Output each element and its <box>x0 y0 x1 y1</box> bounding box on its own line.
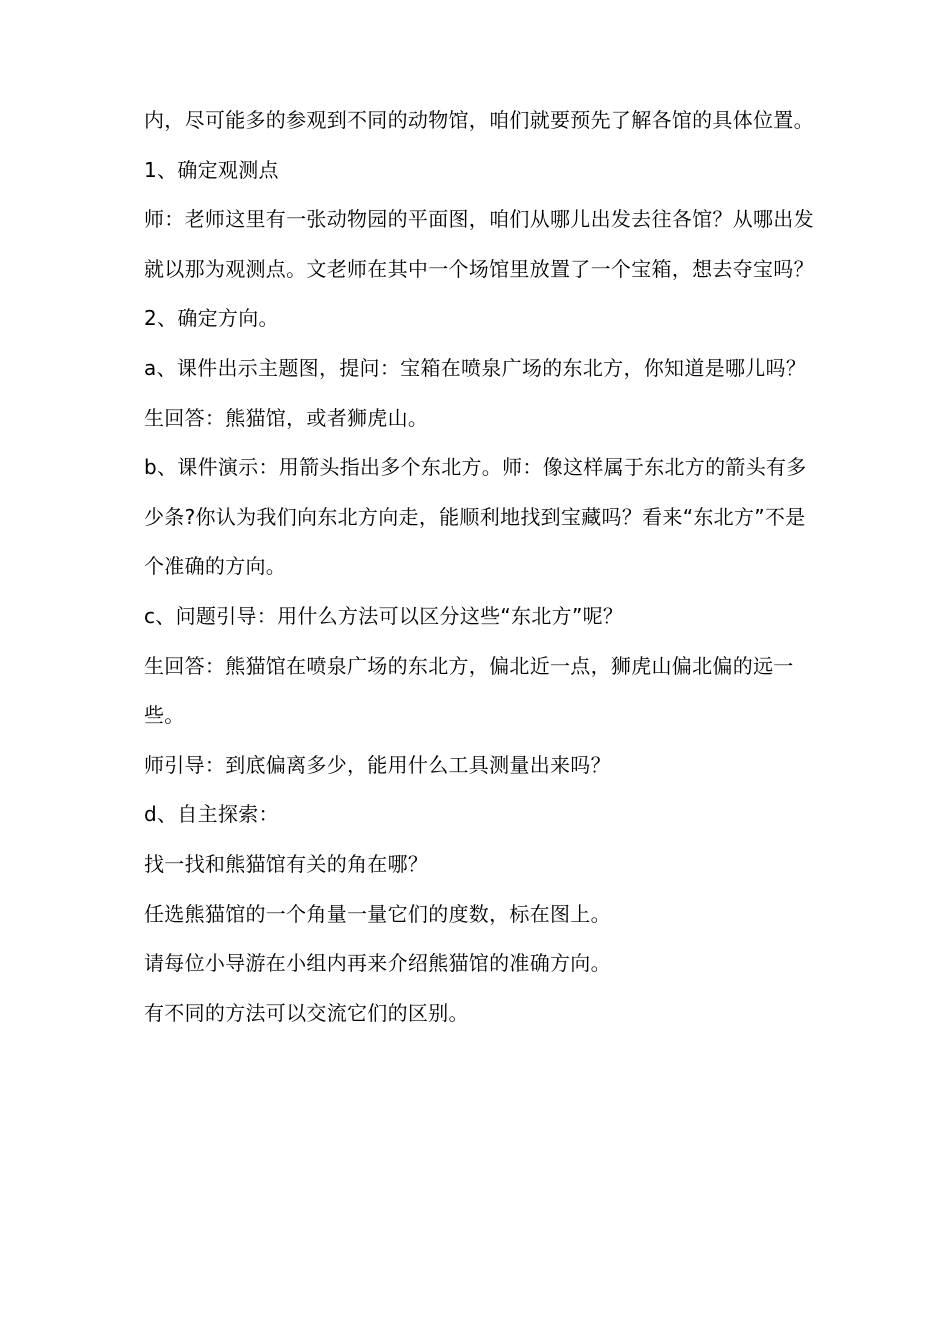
paragraph-task-measure: 任选熊猫馆的一个角量一量它们的度数，标在图上。 <box>144 901 611 926</box>
paragraph-task-find-angle: 找一找和熊猫馆有关的角在哪？ <box>144 851 429 876</box>
heading-step-2: 2、确定方向。 <box>144 306 279 331</box>
paragraph-item-c: c、问题引导：用什么方法可以区分这些“东北方”呢？ <box>144 603 624 628</box>
heading-step-1: 1、确定观测点 <box>144 157 279 182</box>
paragraph-task-introduce: 请每位小导游在小组内再来介绍熊猫馆的准确方向。 <box>144 951 611 976</box>
paragraph-intro-continuation: 内，尽可能多的参观到不同的动物馆，咱们就要预先了解各馆的具体位置。 <box>144 108 814 132</box>
paragraph-student-answer-2: 生回答：熊猫馆在喷泉广场的东北方，偏北近一点，狮虎山偏北偏的远一些。 <box>144 653 794 728</box>
paragraph-student-answer-1: 生回答：熊猫馆，或者狮虎山。 <box>144 405 429 430</box>
paragraph-item-d: d、自主探索： <box>144 802 279 827</box>
paragraph-task-compare: 有不同的方法可以交流它们的区别。 <box>144 1000 469 1025</box>
paragraph-item-a: a、课件出示主题图，提问：宝箱在喷泉广场的东北方，你知道是哪儿吗？ <box>144 355 807 380</box>
document-body <box>144 96 824 1038</box>
paragraph-item-b: b、课件演示：用箭头指出多个东北方。师：像这样属于东北方的箭头有多少条?你认为我们向东北方向走，能顺利地找到宝藏吗？看来“东北方”不是个准确的方向。 <box>144 455 807 579</box>
paragraph-teacher-guide: 师引导：到底偏离多少，能用什么工具测量出来吗？ <box>144 752 611 777</box>
paragraph-teacher-map: 师：老师这里有一张动物园的平面图，咱们从哪儿出发去往各馆？从哪出发就以那为观测点。文老师在其中一个场馆里放置了一个宝箱，想去夺宝吗？ <box>144 207 814 281</box>
